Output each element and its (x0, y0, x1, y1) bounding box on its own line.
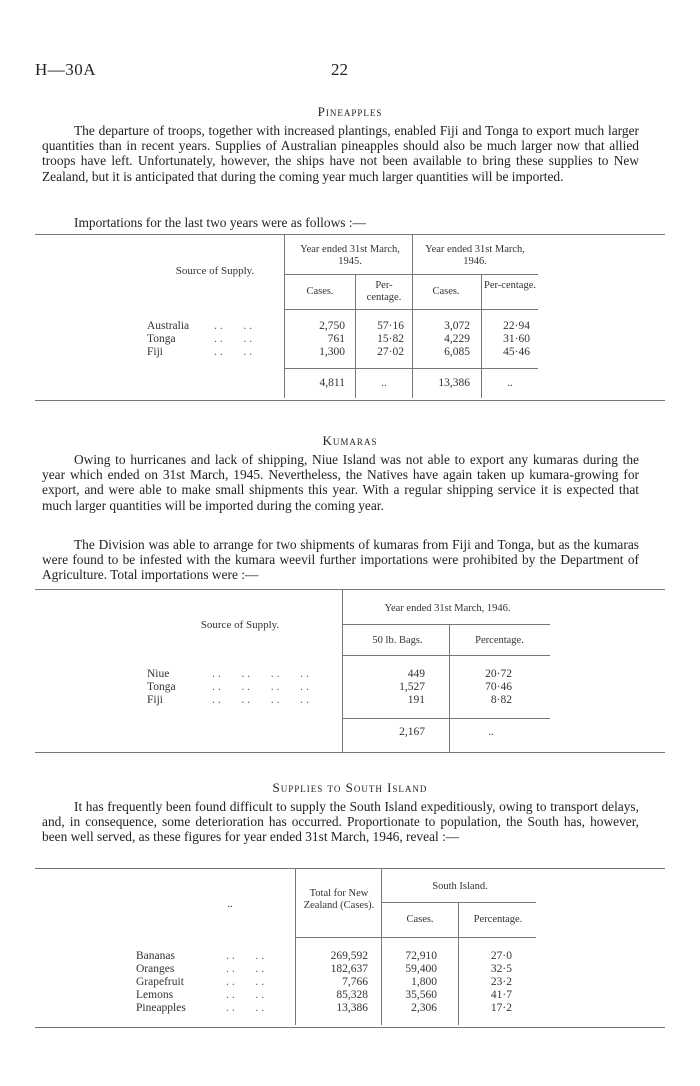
column-header-percentage: Percentage. (475, 635, 524, 646)
cell-value: 4,229 (444, 333, 470, 345)
table-bottom-rule (35, 400, 665, 401)
table-divider (458, 902, 459, 1025)
column-header-cases-1945: Cases. (306, 286, 334, 297)
table-bottom-rule (35, 752, 665, 753)
table-divider (449, 624, 450, 752)
column-header-year-1945: Year ended 31st March, 1945. (300, 244, 400, 267)
cell-value: 6,085 (444, 346, 470, 358)
column-header-total-nz: Total for New Zealand (Cases). (303, 888, 375, 911)
cell-value: 31·60 (503, 333, 530, 345)
column-header-year-1946: Year ended 31st March, 1946. (425, 244, 525, 267)
column-header-cases: Cases. (406, 914, 434, 925)
cell-value: 23·2 (490, 976, 512, 988)
cell-value: 45·46 (503, 346, 530, 358)
cell-value: 7,766 (342, 976, 368, 988)
cell-value: 3,072 (444, 320, 470, 332)
cell-value: 27·02 (377, 346, 404, 358)
cell-value: 1,527 (399, 681, 425, 693)
cell-value: 35,560 (405, 989, 437, 1001)
cell-value: 449 (407, 668, 425, 680)
cell-value: 57·16 (377, 320, 404, 332)
kumaras-paragraph-2: The Division was able to arrange for two shipments of kumaras from Fiji and Tonga, but as the kumaras were found to be infested with the kumara weevil further importations were prohibited by the Department of Agriculture. Total importations were :— (42, 537, 639, 583)
pineapples-paragraph-1: The departure of troops, together with increased plantings, enabled Fiji and Tonga to export much larger quantities than in recent years. Supplies of Australian pineapples should also be much larger now that allied troops have left. Unfortunately, however, the ships have not been available to bring these supplies to New Zealand, but it is anticipated that during the coming year much larger quantities will be imported. (42, 123, 639, 184)
column-header-source: Source of Supply. (175, 265, 255, 277)
table-top-rule (35, 868, 665, 869)
total-value: .. (381, 378, 387, 389)
cell-value: 20·72 (485, 668, 512, 680)
cell-value: 41·7 (490, 989, 512, 1001)
total-value: .. (507, 378, 513, 389)
cell-value: 32·5 (490, 963, 512, 975)
table-bottom-rule (35, 1027, 665, 1028)
row-label-fiji: Fiji (147, 694, 163, 706)
column-header-year-1946: Year ended 31st March, 1946. (384, 603, 511, 614)
cell-value: 17·2 (490, 1002, 512, 1014)
row-label-niue: Niue (147, 668, 170, 680)
column-header-bags: 50 lb. Bags. (372, 635, 423, 646)
section-heading-south-island: Supplies to South Island (272, 780, 428, 795)
row-label-fiji: Fiji (147, 346, 163, 358)
cell-value: 13,386 (336, 1002, 368, 1014)
page-header (35, 60, 665, 84)
table-subheader-rule (381, 902, 536, 903)
cell-value: 22·94 (503, 320, 530, 332)
total-value: 13,386 (438, 377, 470, 389)
table-divider (342, 589, 343, 752)
table-header-rule (295, 937, 536, 938)
table-divider (295, 868, 296, 1025)
table-divider (412, 234, 413, 398)
column-header-cases-1946: Cases. (432, 286, 460, 297)
column-header-percentage-1945: Per-centage. (366, 280, 402, 303)
table-divider (381, 868, 382, 1025)
row-label-tonga: Tonga (147, 681, 176, 693)
cell-value: 1,300 (319, 346, 345, 358)
table-divider (481, 274, 482, 398)
cell-value: 85,328 (336, 989, 368, 1001)
table-header-rule (284, 309, 538, 310)
row-label-oranges: Oranges (136, 963, 175, 975)
cell-value: 2,306 (411, 1002, 437, 1014)
row-label-lemons: Lemons (136, 989, 174, 1001)
total-value: .. (488, 727, 494, 738)
south-island-paragraph-1: It has frequently been found difficult to supply the South Island expeditiously, owing to transport delays, and, in consequence, some deterioration has occurred. Proportionate to population, the South has, however, been well served, as these figures for year ended 31st March, 1946, reveal :— (42, 799, 639, 845)
table-subheader-rule (284, 274, 538, 275)
cell-value: 70·46 (485, 681, 512, 693)
column-header-blank: .. (227, 899, 233, 910)
table-top-rule (35, 589, 665, 590)
row-label-tonga: Tonga (147, 333, 176, 345)
cell-value: 1,800 (411, 976, 437, 988)
table-total-rule (284, 368, 538, 369)
pineapples-paragraph-2: Importations for the last two years were as follows :— (74, 215, 366, 230)
column-header-south-island: South Island. (432, 881, 488, 892)
column-header-percentage: Percentage. (473, 914, 523, 925)
page-number: 22 (331, 60, 348, 79)
table-subheader-rule (342, 624, 550, 625)
cell-value: 8·82 (490, 694, 512, 706)
table-header-rule (342, 655, 550, 656)
section-heading-pineapples: Pineapples (317, 104, 383, 119)
cell-value: 761 (327, 333, 345, 345)
column-header-percentage-1946: Per-centage. (484, 280, 536, 291)
total-value: 4,811 (319, 377, 345, 389)
cell-value: 182,637 (330, 963, 368, 975)
section-heading-kumaras: Kumaras (322, 433, 378, 448)
cell-value: 72,910 (405, 950, 437, 962)
cell-value: 15·82 (377, 333, 404, 345)
row-label-australia: Australia (147, 320, 190, 332)
cell-value: 59,400 (405, 963, 437, 975)
row-label-bananas: Bananas (136, 950, 175, 962)
cell-value: 269,592 (330, 950, 368, 962)
kumaras-paragraph-1: Owing to hurricanes and lack of shipping, Niue Island was not able to export any kumaras during the year which ended on 31st March, 1945. Nevertheless, the Natives have again taken up kumara-growing for export, and were able to make small shipments this year. With a regular shipping service it is expected that much larger quantities will be imported during the coming year. (42, 452, 639, 513)
row-label-grapefruit: Grapefruit (136, 976, 184, 988)
table-divider (284, 234, 285, 398)
table-total-rule (342, 718, 550, 719)
cell-value: 191 (407, 694, 425, 706)
cell-value: 27·0 (490, 950, 512, 962)
cell-value: 2,750 (319, 320, 345, 332)
row-label-pineapples: Pineapples (136, 1002, 186, 1014)
column-header-source: Source of Supply. (200, 619, 280, 631)
report-reference: H—30A (35, 60, 97, 79)
total-value: 2,167 (399, 726, 425, 738)
table-top-rule (35, 234, 665, 235)
